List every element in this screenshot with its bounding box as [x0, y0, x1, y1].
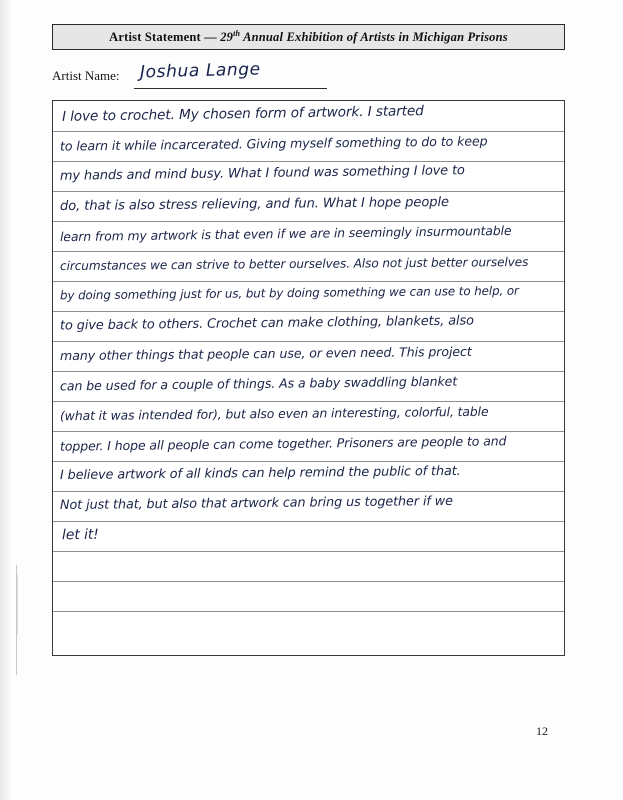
rule-line — [53, 551, 564, 552]
artist-name-row — [52, 59, 472, 90]
statement-line: can be used for a couple of things. As a baby swaddling blanket — [59, 373, 458, 394]
rule-line — [53, 341, 564, 342]
statement-line: let it! — [61, 526, 99, 544]
statement-line: I love to crochet. My chosen form of artwork. I started — [61, 103, 424, 125]
statement-line: to learn it while incarcerated. Giving myself something to do to keep — [59, 133, 488, 154]
document-title-rest: Annual Exhibition of Artists in Michigan Prisons — [240, 30, 508, 45]
artist-name-underline — [134, 88, 327, 89]
rule-line — [53, 401, 564, 402]
rule-line — [53, 491, 564, 492]
statement-line: (what it was intended for), but also even an interesting, colorful, table — [59, 403, 489, 424]
rule-line — [53, 371, 564, 372]
rule-line — [53, 221, 564, 222]
statement-line: learn from my artwork is that even if we are in seemingly insurmountable — [59, 222, 512, 245]
artist-name-label: Artist Name: — [52, 68, 120, 83]
statement-line: topper. I hope all people can come together. Prisoners are people to and — [59, 433, 507, 454]
document-title-dash: — — [200, 30, 221, 45]
artist-name-field[interactable]: Joshua Lange — [139, 59, 261, 83]
document-title-lead: Artist Statement — [109, 30, 201, 45]
scan-edge-artifact — [0, 0, 14, 800]
rule-line — [53, 131, 564, 132]
statement-line: circumstances we can strive to better ourselves. Also not just better ourselves — [59, 254, 529, 274]
statement-line: do, that is also stress relieving, and fun. What I hope people — [59, 194, 449, 215]
statement-line: to give back to others. Crochet can make clothing, blankets, also — [59, 313, 474, 334]
rule-line — [53, 251, 564, 252]
statement-line: many other things that people can use, or even need. This project — [59, 343, 472, 364]
rule-line — [53, 191, 564, 192]
document-header-banner — [52, 24, 565, 50]
statement-line: my hands and mind busy. What I found was something I love to — [59, 163, 465, 184]
rule-line — [53, 521, 564, 522]
rule-line — [53, 431, 564, 432]
rule-line — [53, 281, 564, 282]
statement-line: I believe artwork of all kinds can help remind the public of that. — [59, 463, 461, 484]
document-title — [109, 29, 508, 45]
document-title-ordinal: 29 — [220, 30, 234, 45]
document-title-ordinal-suffix: th — [233, 28, 241, 38]
statement-writing-box — [52, 100, 565, 656]
statement-line: by doing something just for us, but by doing something we can use to help, or — [59, 283, 519, 303]
rule-line — [53, 311, 564, 312]
scan-streak-artifact-secondary — [17, 575, 18, 635]
rule-line — [53, 461, 564, 462]
rule-line — [53, 161, 564, 162]
rule-line — [53, 581, 564, 582]
rule-line — [53, 611, 564, 612]
page-number: 12 — [536, 724, 548, 738]
statement-line: Not just that, but also that artwork can bring us together if we — [59, 493, 453, 514]
